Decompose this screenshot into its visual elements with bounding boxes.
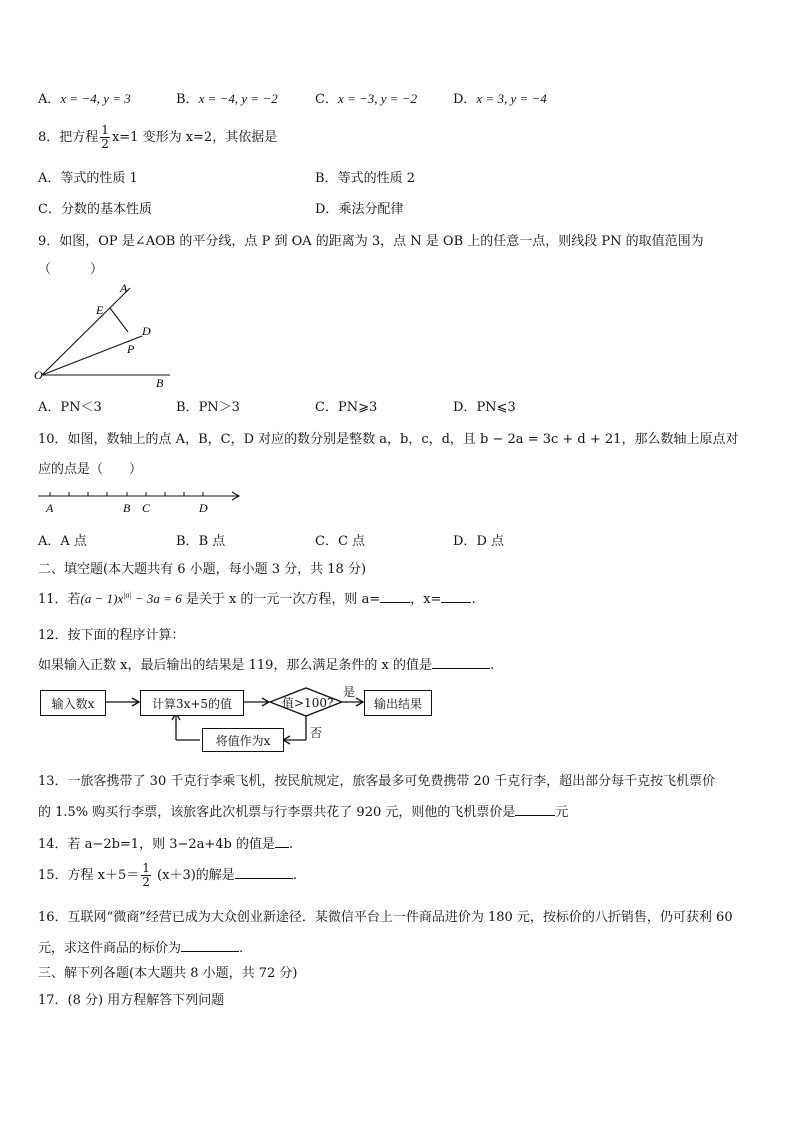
q10-stem-line1: 10．如图，数轴上的点 A，B，C，D 对应的数分别是整数 a，b，c，d，且 b − 2a = 3c + d + 21，那么数轴上原点对 xyxy=(38,432,739,447)
label-b: B xyxy=(156,376,164,390)
q15-end: . xyxy=(292,868,297,883)
q11-end: . xyxy=(471,592,476,607)
answer-blank[interactable] xyxy=(432,656,490,669)
q10-option-a xyxy=(38,530,87,549)
q8-stem xyxy=(38,124,277,151)
q15-stem xyxy=(38,862,297,889)
answer-blank[interactable] xyxy=(275,835,289,848)
option-letter: D． xyxy=(453,400,477,415)
fraction-denominator: 2 xyxy=(142,875,150,889)
q15-text-rest: (x＋3)的解是 xyxy=(152,868,235,883)
q13-line1: 13．一旅客携带了 30 千克行李乘飞机，按民航规定，旅客最多可免费携带 20 千克行李，超出部分每千克按飞机票价 xyxy=(38,774,716,789)
option-text: x = −3, y = −2 xyxy=(337,91,418,106)
q11-prefix: 11．若 xyxy=(38,592,81,607)
q7-option-b xyxy=(176,88,278,107)
option-text: C 点 xyxy=(337,534,366,549)
q10-option-b xyxy=(176,530,225,549)
fraction-denominator: 2 xyxy=(101,137,109,151)
q8-option-a xyxy=(38,167,138,186)
label-a: A xyxy=(120,281,128,295)
option-letter: A． xyxy=(38,400,61,415)
q11-exponent: |a| xyxy=(123,590,132,600)
label-b: B xyxy=(123,501,131,515)
q11-suffix: 是关于 x 的一元一次方程，则 a= xyxy=(181,592,381,607)
q17-stem: 17．(8 分) 用方程解答下列问题 xyxy=(38,993,225,1008)
answer-blank[interactable] xyxy=(441,590,471,603)
flow-output-box: 输出结果 xyxy=(364,690,432,716)
q13-text: 的 1.5% 购买行李票，该旅客此次机票与行李票共花了 920 元，则他的飞机票价是 xyxy=(38,805,516,820)
q8-option-c xyxy=(38,198,152,217)
q9-angle-figure xyxy=(32,280,182,392)
option-letter: D． xyxy=(453,534,477,549)
flow-yes-label: 是 xyxy=(343,685,356,699)
q12-end: . xyxy=(490,658,495,673)
q14-stem xyxy=(38,833,293,852)
answer-blank[interactable] xyxy=(235,866,293,879)
option-letter: C． xyxy=(315,534,338,549)
q9-paren: （ ） xyxy=(38,262,104,277)
q9-option-d xyxy=(453,396,516,415)
q11-sep: ，x= xyxy=(410,592,442,607)
q13-unit: 元 xyxy=(555,805,569,820)
q14-text: 14．若 a−2b=1，则 3−2a+4b 的值是 xyxy=(38,837,276,852)
option-text: 等式的性质 1 xyxy=(60,171,138,186)
option-letter: A． xyxy=(38,534,61,549)
answer-blank[interactable] xyxy=(181,939,239,952)
q8-suffix: x=1 变形为 x=2，其依据是 xyxy=(111,130,278,145)
label-c: C xyxy=(142,501,151,515)
option-text: x = −4, y = −2 xyxy=(198,91,278,106)
q14-end: . xyxy=(289,837,294,852)
option-letter: A． xyxy=(38,171,61,186)
option-letter: C． xyxy=(38,202,61,217)
flow-no-label: 否 xyxy=(310,726,323,740)
q12-line2 xyxy=(38,654,494,673)
option-text: 等式的性质 2 xyxy=(337,171,415,186)
question-number: 8． xyxy=(38,130,60,145)
option-text: x = −4, y = 3 xyxy=(60,91,131,106)
option-letter: D． xyxy=(315,202,339,217)
q9-stem: 9．如图，OP 是∠AOB 的平分线，点 P 到 OA 的距离为 3，点 N 是 OB 上的任意一点，则线段 PN 的取值范围为 xyxy=(38,234,704,249)
flow-assign-box: 将值作为x xyxy=(202,728,284,752)
q11-expr-rest: − 3a = 6 xyxy=(131,591,182,606)
option-text: 乘法分配律 xyxy=(338,202,404,217)
q15-fraction xyxy=(141,862,151,889)
option-text: B 点 xyxy=(198,534,226,549)
label-d: D xyxy=(199,501,208,515)
q13-line2 xyxy=(38,801,568,820)
label-d: D xyxy=(142,324,151,338)
q7-option-a xyxy=(38,88,131,107)
answer-blank[interactable] xyxy=(380,590,410,603)
q8-option-b xyxy=(315,167,415,186)
q8-option-d xyxy=(315,198,403,217)
fraction-numerator: 1 xyxy=(101,123,109,137)
q7-option-d xyxy=(453,88,547,107)
q16-text: 元，求这件商品的标价为 xyxy=(38,941,182,956)
q7-option-c xyxy=(315,88,417,107)
label-p: P xyxy=(127,342,135,356)
option-letter: B． xyxy=(176,534,199,549)
option-text: PN＞3 xyxy=(198,400,240,415)
option-letter: D． xyxy=(453,92,477,107)
option-letter: B． xyxy=(176,400,199,415)
option-letter: A． xyxy=(38,92,61,107)
flow-compute-box: 计算3x+5的值 xyxy=(140,690,244,716)
flow-input-box: 输入数x xyxy=(40,690,106,716)
q9-option-a xyxy=(38,396,102,415)
answer-blank[interactable] xyxy=(515,803,555,816)
q11-stem xyxy=(38,588,476,607)
label-a: A xyxy=(46,501,54,515)
label-e: E xyxy=(96,303,104,317)
q9-option-b xyxy=(176,396,240,415)
q8-prefix: 把方程 xyxy=(59,130,99,145)
label-o: O xyxy=(34,368,43,382)
q10-stem-line2: 应的点是（ ） xyxy=(38,462,143,477)
q10-option-c xyxy=(315,530,365,549)
option-letter: B． xyxy=(315,171,338,186)
option-text: A 点 xyxy=(60,534,87,549)
option-text: PN⩾3 xyxy=(337,400,378,415)
q10-number-line xyxy=(34,486,246,516)
option-text: PN＜3 xyxy=(60,400,102,415)
q16-line2 xyxy=(38,937,243,956)
option-text: PN⩽3 xyxy=(476,400,516,415)
option-text: x = 3, y = −4 xyxy=(476,91,547,106)
option-letter: B． xyxy=(176,92,199,107)
q9-option-c xyxy=(315,396,377,415)
fraction-numerator: 1 xyxy=(142,861,150,875)
q12-line1: 12．按下面的程序计算： xyxy=(38,628,185,643)
q15-text: 15．方程 x＋5＝ xyxy=(38,868,140,883)
option-text: 分数的基本性质 xyxy=(60,202,152,217)
q8-fraction xyxy=(100,124,110,151)
q16-line1: 16．互联网“微商”经营已成为大众创业新途径．某微信平台上一件商品进价为 180 元，按标价的八折销售，仍可获利 60 xyxy=(38,910,733,925)
flow-condition: 值>100? xyxy=(282,696,334,710)
section-heading-solve: 三、解下列各题(本大题共 8 小题，共 72 分) xyxy=(38,966,298,981)
option-letter: C． xyxy=(315,92,338,107)
section-heading-fill-in: 二、填空题(本大题共有 6 小题，每小题 3 分，共 18 分) xyxy=(38,562,367,577)
q10-option-d xyxy=(453,530,504,549)
q12-text: 如果输入正数 x，最后输出的结果是 119，那么满足条件的 x 的值是 xyxy=(38,658,433,673)
q11-expr: (a − 1)x xyxy=(80,591,124,606)
q16-end: . xyxy=(239,941,244,956)
option-text: D 点 xyxy=(476,534,504,549)
option-letter: C． xyxy=(315,400,338,415)
